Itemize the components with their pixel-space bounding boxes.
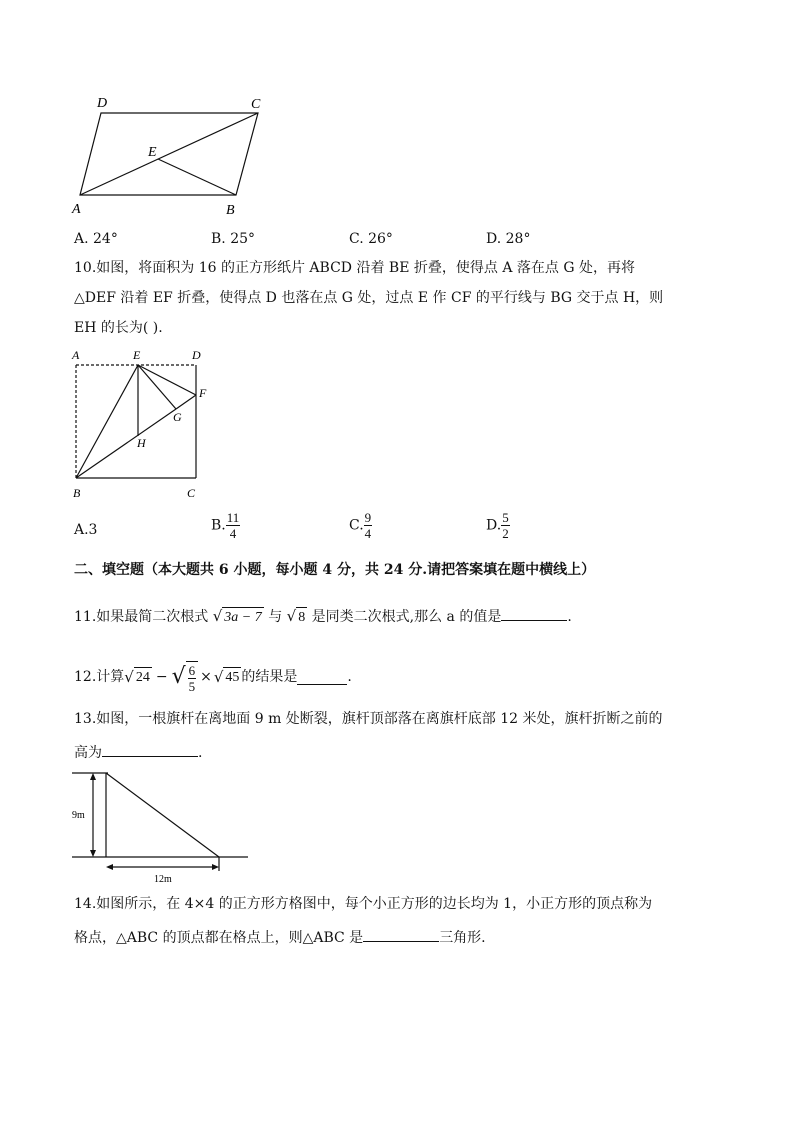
q10-option-b: B. $\frac{11}{4}$	[211, 510, 240, 541]
q13-flagpole-figure	[66, 768, 256, 888]
label-b: B	[73, 486, 81, 500]
label-b: B	[226, 203, 235, 218]
segment-eg	[138, 365, 176, 409]
label-e: E	[133, 348, 141, 362]
q12-answer-blank[interactable]	[297, 670, 347, 685]
label-c: C	[251, 97, 261, 112]
segment-be	[76, 365, 138, 478]
label-h: H	[137, 436, 146, 450]
label-c: C	[187, 486, 196, 500]
segment-eb	[158, 159, 236, 195]
q14-answer-blank[interactable]	[363, 927, 439, 942]
q12-text: 12.计算 √ 24 − √ $\frac{6}{5}$ × √ 45 的结果是 .	[74, 662, 352, 694]
q13-answer-blank[interactable]	[102, 742, 198, 757]
arrowhead-left	[106, 864, 113, 870]
arrowhead-down	[90, 850, 96, 857]
q10-line-3: EH 的长为( ).	[74, 320, 163, 336]
label-base: 12m	[154, 874, 172, 885]
label-g: G	[173, 410, 182, 424]
q10-option-c: C. $\frac{9}{4}$	[349, 510, 372, 541]
q9-option-a: A. 24°	[74, 231, 118, 247]
q13-line-1: 13.如图，一根旗杆在离地面 9 m 处断裂，旗杆顶部落在离旗杆底部 12 米处，旗杆折断之前的	[74, 711, 663, 727]
label-d: D	[97, 96, 108, 111]
q11-answer-blank[interactable]	[501, 606, 567, 621]
q9-option-b: B. 25°	[211, 231, 256, 247]
segment-gf	[176, 395, 196, 409]
arrowhead-right	[212, 864, 219, 870]
arrowhead-up	[90, 773, 96, 780]
q10-line-2: △DEF 沿着 EF 折叠，使得点 D 也落在点 G 处，过点 E 作 CF 的平行线与 BG 交于点 H，则	[74, 290, 664, 306]
label-d: D	[192, 348, 201, 362]
q10-line-1: 10.如图，将面积为 16 的正方形纸片 ABCD 沿着 BE 折叠，使得点 A 落在点 G 处，再将	[74, 260, 635, 276]
label-e: E	[148, 145, 157, 160]
label-a: A	[72, 202, 81, 217]
q14-line-2: 格点，△ABC 的顶点都在格点上，则△ABC 是 三角形.	[74, 927, 486, 948]
q13-line-2: 高为 .	[74, 742, 202, 763]
segment-ef	[138, 365, 196, 395]
segment-bg	[76, 409, 176, 478]
q11-text: 11.如果最简二次根式 √ 3a − 7 与 √ 8 是同类二次根式,那么 a 的值是 .	[74, 606, 572, 628]
q10-option-a: A.3	[74, 522, 98, 538]
q9-parallelogram-figure	[60, 90, 290, 225]
section-2-heading: 二、填空题（本大题共 6 小题，每小题 4 分，共 24 分.请把答案填在题中横线上）	[74, 562, 596, 578]
q14-line-1: 14.如图所示，在 4×4 的正方形方格图中，每个小正方形的边长均为 1，小正方形的顶点称为	[74, 896, 653, 912]
q9-option-c: C. 26°	[349, 231, 393, 247]
label-height: 9m	[72, 810, 85, 821]
q9-option-d: D. 28°	[486, 231, 531, 247]
label-a: A	[72, 348, 80, 362]
label-f: F	[199, 386, 207, 400]
q10-square-figure	[66, 345, 216, 505]
broken-part	[106, 773, 219, 857]
diagonal-ac	[80, 113, 258, 195]
q10-option-d: D. $\frac{5}{2}$	[486, 510, 509, 541]
